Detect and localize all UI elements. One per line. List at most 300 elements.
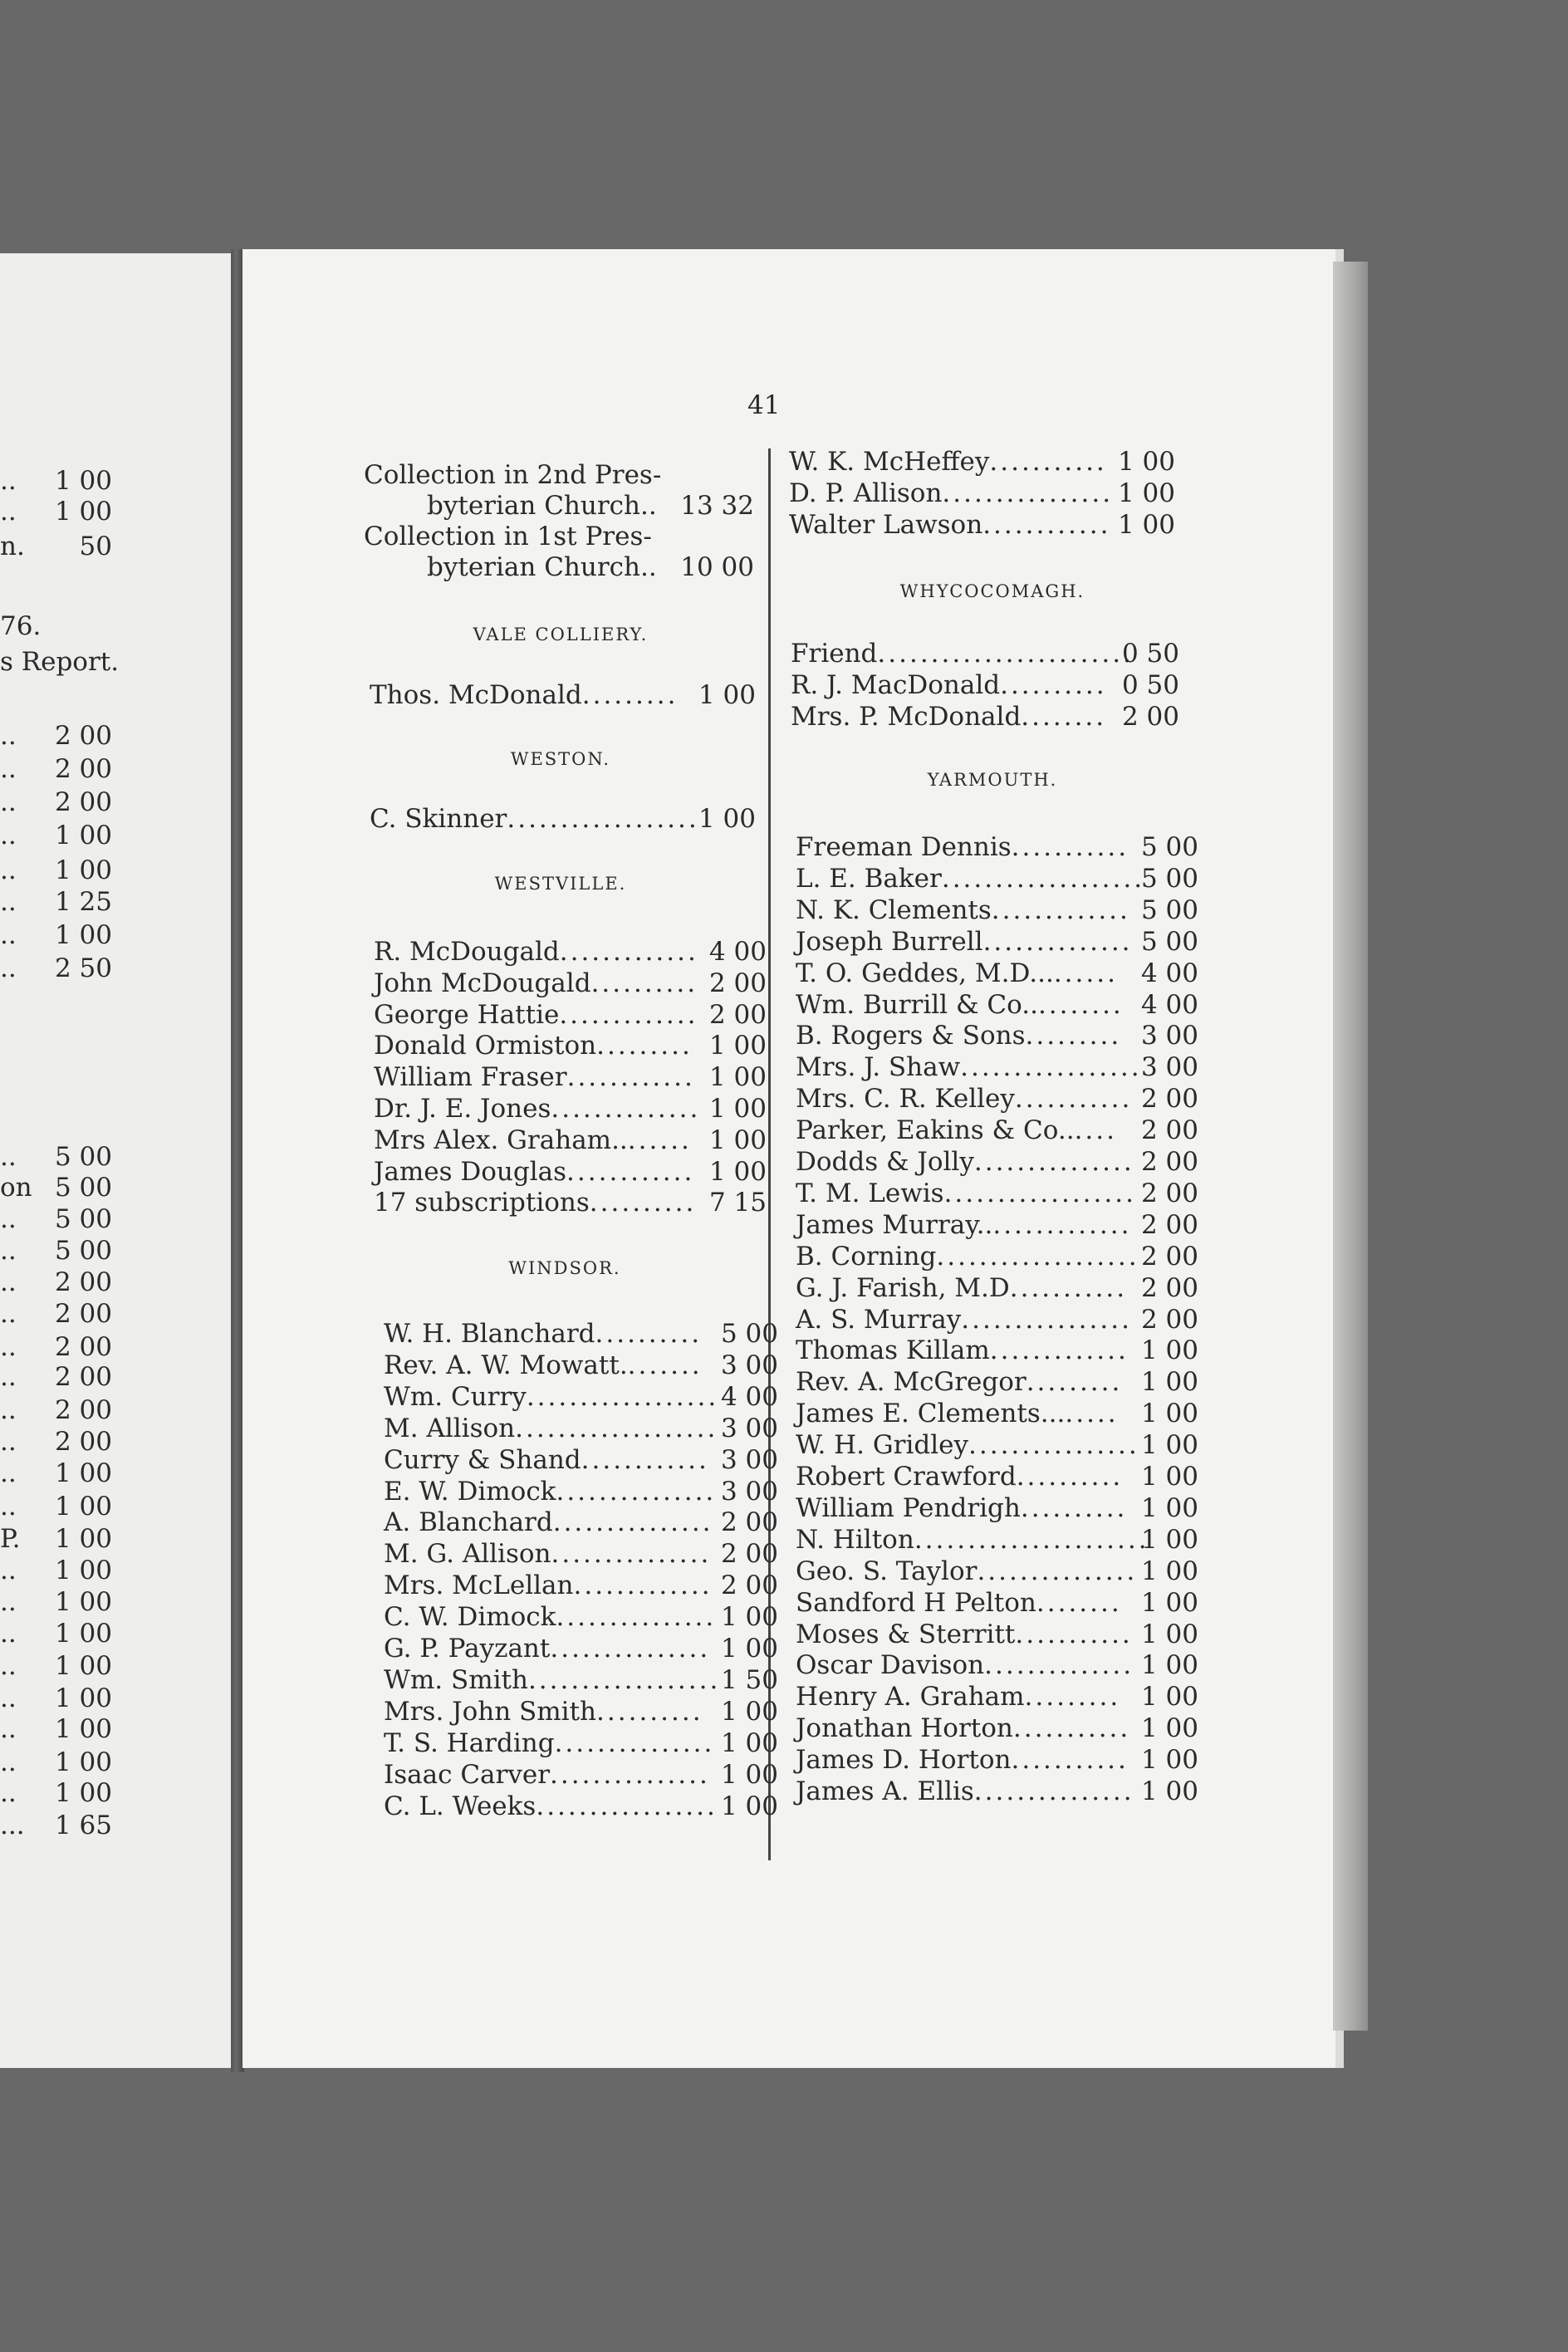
dot-leader: ......	[627, 1125, 692, 1155]
donation-amount: 1 00	[708, 1094, 767, 1124]
left-page-label: ..	[0, 1714, 17, 1744]
ledger-row	[374, 1062, 767, 1092]
collection-1st-line1: Collection in 1st Pres-	[364, 522, 652, 551]
left-page-amount: 1 25	[54, 887, 112, 917]
ledger-row	[796, 1115, 1198, 1145]
dot-leader: ............	[581, 1444, 709, 1475]
left-page-row	[0, 497, 112, 527]
left-page-fragment	[0, 253, 234, 2068]
donor-name: Joseph Burrell..............	[796, 926, 1133, 957]
donor-name: Parker, Eakins & Co......	[796, 1115, 1117, 1146]
donor-name: T. M. Lewis..................	[796, 1178, 1136, 1208]
dot-leader: .............	[989, 1335, 1129, 1366]
ledger-row	[796, 1588, 1198, 1618]
ledger-row	[374, 968, 767, 998]
left-page-row	[0, 1587, 112, 1617]
dot-leader: ............	[566, 1062, 695, 1093]
left-page-label: ..	[0, 920, 17, 950]
donation-amount: 3 00	[720, 1476, 778, 1507]
left-page-amount: 1 00	[54, 1619, 112, 1649]
dot-leader: ..........	[595, 1319, 703, 1349]
donor-name: D. P. Allison................	[789, 478, 1114, 508]
donor-name: Mrs. C. R. Kelley...........	[796, 1084, 1133, 1115]
ledger-row	[374, 1188, 767, 1218]
dot-leader: ................	[968, 1430, 1139, 1461]
ledger-row	[796, 1084, 1198, 1114]
left-page-row	[0, 611, 112, 641]
left-page-label: ..	[0, 855, 17, 885]
donation-amount: 1 00	[698, 804, 756, 834]
left-page-row	[0, 1204, 112, 1234]
donation-amount: 1 00	[1140, 1492, 1198, 1523]
ledger-row	[796, 1619, 1198, 1649]
ledger-row	[796, 864, 1198, 894]
dot-leader: ..............	[984, 1650, 1134, 1681]
donor-name: N. K. Clements.............	[796, 894, 1130, 925]
left-page-amount: 5 00	[54, 1204, 112, 1234]
left-page-amount: 1 00	[54, 1778, 112, 1808]
ledger-row	[384, 1791, 778, 1821]
ledger-row	[796, 1493, 1198, 1523]
donation-amount: 2 00	[720, 1539, 778, 1570]
dot-leader: .............	[573, 1570, 713, 1601]
donor-name: R. J. MacDonald..........	[791, 670, 1107, 700]
dot-leader: ...........	[1009, 1272, 1128, 1303]
ledger-row	[791, 670, 1179, 700]
donation-amount: 0 50	[1121, 670, 1179, 700]
donation-amount: 5 00	[1140, 863, 1198, 894]
donation-amount: 5 00	[1140, 926, 1198, 957]
left-page-row	[0, 953, 112, 983]
left-page-row	[0, 1556, 112, 1585]
left-page-label: ..	[0, 497, 17, 527]
collection-1st-amount: 10 00	[680, 552, 754, 582]
ledger-row	[796, 1242, 1198, 1272]
donor-name: Thos. McDonald.........	[370, 680, 679, 710]
donation-amount: 0 50	[1121, 639, 1179, 669]
heading-weston: WESTON.	[510, 749, 611, 769]
donor-name: Thomas Killam.............	[796, 1335, 1129, 1366]
ledger-row	[374, 1094, 767, 1124]
dot-leader: ...............	[556, 1602, 717, 1633]
ledger-row	[796, 1399, 1198, 1428]
ledger-row	[791, 702, 1179, 732]
donor-name: M. Allison...................	[384, 1413, 718, 1443]
dot-leader: ........	[1037, 989, 1124, 1020]
donation-amount: 1 00	[1140, 1524, 1198, 1555]
donor-name: R. McDougald.............	[374, 937, 698, 967]
left-page-amount: 1 00	[54, 1524, 112, 1554]
ledger-row	[796, 927, 1198, 957]
donor-name: N. Hilton......................	[796, 1524, 1149, 1555]
left-page-amount: 1 00	[54, 1747, 112, 1777]
donor-name: Moses & Sterritt...........	[796, 1619, 1133, 1649]
donor-name: Freeman Dennis...........	[796, 832, 1129, 862]
left-page-label: 76.	[0, 611, 42, 641]
left-page-label: ..	[0, 1619, 17, 1649]
donation-amount: 4 00	[1140, 989, 1198, 1020]
dot-leader: ...................	[936, 1241, 1139, 1272]
ledger-row	[796, 1367, 1198, 1397]
donor-name: W. H. Blanchard..........	[384, 1319, 703, 1349]
donor-name: B. Rogers & Sons.........	[796, 1021, 1122, 1051]
donor-name: Oscar Davison..............	[796, 1650, 1134, 1681]
ledger-row	[374, 1000, 767, 1030]
left-page-row	[0, 1458, 112, 1488]
donation-amount: 1 00	[1140, 1556, 1198, 1586]
donation-amount: 2 00	[720, 1507, 778, 1538]
left-page-row	[0, 1811, 112, 1840]
left-page-row	[0, 1714, 112, 1744]
ledger-row	[370, 804, 756, 834]
dot-leader: .............	[559, 937, 698, 967]
donor-name: Dodds & Jolly...............	[796, 1147, 1134, 1177]
dot-leader: .......	[627, 1350, 703, 1380]
donation-amount: 1 00	[720, 1696, 778, 1727]
ledger-row	[384, 1350, 778, 1380]
dot-leader: ...............	[550, 1759, 710, 1790]
ledger-row	[796, 1147, 1198, 1177]
donor-name: W. H. Gridley................	[796, 1430, 1139, 1461]
ledger-row	[384, 1507, 778, 1537]
donation-amount: 1 00	[1117, 447, 1175, 477]
dot-leader: ..........	[1000, 670, 1107, 700]
left-page-row	[0, 1683, 112, 1713]
donation-amount: 2 00	[708, 999, 767, 1030]
dot-leader: ............	[982, 510, 1111, 540]
dot-leader: .............	[559, 999, 698, 1030]
donor-name: W. K. McHeffey...........	[789, 447, 1107, 477]
ledger-row	[796, 1052, 1198, 1082]
dot-leader: ...........	[1015, 1619, 1133, 1649]
donor-name: G. P. Payzant...............	[384, 1634, 711, 1664]
dot-leader: ........	[1036, 1587, 1122, 1618]
donation-amount: 3 00	[720, 1444, 778, 1475]
left-page-label: ..	[0, 1651, 17, 1681]
left-page-label: on	[0, 1173, 32, 1203]
donation-amount: 1 00	[1140, 1682, 1198, 1713]
donation-amount: 5 00	[720, 1319, 778, 1349]
left-page-label: ..	[0, 1299, 17, 1329]
donation-amount: 1 00	[708, 1062, 767, 1093]
dot-leader: ................	[942, 478, 1114, 508]
donation-amount: 1 00	[1140, 1430, 1198, 1461]
dot-leader: .............	[991, 894, 1130, 925]
left-page-label: ..	[0, 787, 17, 817]
dot-leader: .....	[1065, 1399, 1119, 1429]
ledger-row	[796, 1021, 1198, 1051]
donation-amount: 2 00	[1140, 1084, 1198, 1115]
left-page-label: n.	[0, 532, 25, 561]
ledger-row	[384, 1477, 778, 1507]
ledger-row	[384, 1445, 778, 1475]
donation-amount: 5 00	[1140, 894, 1198, 925]
donation-amount: 1 00	[1140, 1713, 1198, 1744]
dot-leader: ...........	[989, 447, 1107, 477]
dot-leader: ...........	[1014, 1084, 1133, 1115]
left-page-label: ..	[0, 1458, 17, 1488]
ledger-row	[791, 639, 1179, 669]
left-page-label: ..	[0, 1747, 17, 1777]
left-page-label: ..	[0, 887, 17, 917]
dot-leader: ...............	[973, 1147, 1134, 1177]
dot-leader: ..........	[596, 1696, 703, 1727]
left-page-amount: 5 00	[54, 1142, 112, 1172]
donation-amount: 1 00	[720, 1634, 778, 1664]
donation-amount: 1 00	[720, 1791, 778, 1821]
ledger-row	[374, 1125, 767, 1155]
left-page-amount: 5 00	[54, 1236, 112, 1266]
left-page-label: ..	[0, 1332, 17, 1362]
left-page-row	[0, 920, 112, 950]
ledger-row	[796, 1556, 1198, 1586]
donor-name: T. S. Harding...............	[384, 1727, 715, 1758]
donation-amount: 4 00	[708, 937, 767, 967]
donor-name: James A. Ellis...............	[796, 1776, 1134, 1806]
dot-leader: ......	[1053, 958, 1118, 988]
donor-name: C. Skinner..................	[370, 804, 699, 834]
left-page-row	[0, 887, 112, 917]
donor-name: George Hattie.............	[374, 999, 698, 1030]
donor-name: Mrs. John Smith..........	[384, 1696, 703, 1727]
left-page-amount: 50	[79, 532, 112, 561]
ledger-row	[384, 1382, 778, 1412]
left-page-row	[0, 1299, 112, 1329]
left-page-row	[0, 1395, 112, 1425]
left-page-row	[0, 754, 112, 784]
ledger-row	[374, 937, 767, 967]
donation-amount: 1 00	[708, 1156, 767, 1187]
donor-name: C. L. Weeks.................	[384, 1791, 718, 1821]
dot-leader: ...........	[1011, 1745, 1129, 1776]
left-page-label: ..	[0, 721, 17, 751]
left-page-label: ...	[0, 1811, 25, 1840]
donation-amount: 1 00	[1117, 478, 1175, 508]
left-page-row	[0, 855, 112, 885]
dot-leader: ...............	[552, 1507, 713, 1538]
donor-name: Isaac Carver...............	[384, 1759, 710, 1790]
left-page-amount: 1 00	[54, 920, 112, 950]
donation-amount: 2 00	[1140, 1272, 1198, 1303]
heading-vale-colliery: VALE COLLIERY.	[473, 625, 649, 644]
ledger-row	[796, 1273, 1198, 1303]
dot-leader: ..........	[1020, 1492, 1128, 1523]
ledger-row	[796, 958, 1198, 988]
donation-amount: 7 15	[708, 1188, 767, 1218]
donor-name: Rev. A. McGregor.........	[796, 1367, 1123, 1398]
donation-amount: 1 00	[1117, 510, 1175, 540]
left-page-row	[0, 1747, 112, 1777]
left-page-label: ..	[0, 1395, 17, 1425]
ledger-row	[384, 1634, 778, 1664]
left-page-row	[0, 1492, 112, 1521]
left-page-amount: 1 00	[54, 1587, 112, 1617]
donor-name: Geo. S. Taylor...............	[796, 1556, 1138, 1586]
left-page-amount: 2 00	[54, 787, 112, 817]
donor-name: Donald Ormiston.........	[374, 1031, 693, 1061]
ledger-row	[384, 1760, 778, 1790]
left-page-label: ..	[0, 466, 17, 496]
collection-2nd-line2: byterian Church..	[427, 491, 657, 521]
donation-amount: 1 00	[1140, 1745, 1198, 1776]
collection-2nd-row	[364, 491, 754, 521]
left-page-row	[0, 647, 120, 677]
left-page-amount: 1 00	[54, 466, 112, 496]
donor-name: A. S. Murray................	[796, 1304, 1132, 1335]
heading-whycocomagh: WHYCOCOMAGH.	[899, 581, 1085, 601]
left-page-label: ..	[0, 953, 17, 983]
left-page-label: ..	[0, 1427, 17, 1457]
donor-name: A. Blanchard...............	[384, 1507, 713, 1538]
donor-name: T. O. Geddes, M.D.........	[796, 958, 1118, 988]
dot-leader: ............	[566, 1156, 695, 1187]
left-page-row	[0, 1173, 112, 1203]
dot-leader: ...............	[977, 1556, 1138, 1586]
donation-amount: 2 00	[1140, 1304, 1198, 1335]
donor-name: Mrs. McLellan.............	[384, 1570, 713, 1601]
donation-amount: 1 00	[708, 1125, 767, 1155]
ledger-row	[796, 1713, 1198, 1743]
donor-name: John McDougald..........	[374, 968, 698, 998]
donor-name: G. J. Farish, M.D...........	[796, 1272, 1128, 1303]
ledger-row	[374, 1157, 767, 1187]
donor-name: Mrs. P. McDonald........	[791, 702, 1107, 732]
ledger-row	[796, 895, 1198, 925]
donor-name: B. Corning...................	[796, 1241, 1139, 1272]
left-page-amount: 1 00	[54, 1683, 112, 1713]
donor-name: William Pendrigh..........	[796, 1492, 1128, 1523]
left-page-amount: 1 00	[54, 1556, 112, 1585]
left-page-label: ..	[0, 1362, 17, 1392]
left-page-row	[0, 721, 112, 751]
donation-amount: 1 00	[720, 1602, 778, 1633]
donation-amount: 1 00	[1140, 1462, 1198, 1492]
dot-leader: ..................	[507, 804, 699, 834]
collection-2nd-line1: Collection in 2nd Pres-	[364, 460, 662, 490]
dot-leader: ...............	[550, 1634, 711, 1664]
donor-name: Wm. Curry..................	[384, 1381, 719, 1412]
donor-name: James Douglas............	[374, 1156, 695, 1187]
left-page-label: ..	[0, 1587, 17, 1617]
donor-name: Wm. Burrill & Co..........	[796, 989, 1124, 1020]
donor-name: L. E. Baker...................	[796, 863, 1145, 894]
left-page-label: s Report.	[0, 647, 120, 677]
dot-leader: ...................	[941, 863, 1145, 894]
left-page-row	[0, 1267, 112, 1297]
left-page-label: ..	[0, 1267, 17, 1297]
left-page-amount: 2 00	[54, 1395, 112, 1425]
donation-amount: 3 00	[1140, 1021, 1198, 1051]
ledger-row	[796, 990, 1198, 1020]
donor-name: C. W. Dimock...............	[384, 1602, 717, 1633]
left-page-amount: 2 00	[54, 1362, 112, 1392]
ledger-row	[370, 680, 756, 710]
dot-leader: ..................	[527, 1664, 721, 1695]
ledger-row	[374, 1031, 767, 1061]
donation-amount: 2 00	[1140, 1147, 1198, 1177]
left-page-label: ..	[0, 821, 17, 850]
dot-leader: ..........	[590, 968, 698, 998]
dot-leader: ................	[961, 1304, 1132, 1335]
donation-amount: 2 00	[1140, 1241, 1198, 1272]
ledger-row	[384, 1570, 778, 1600]
dot-leader: .............	[992, 1209, 1132, 1240]
donor-name: Dr. J. E. Jones..............	[374, 1094, 701, 1124]
dot-leader: ...............	[551, 1539, 712, 1570]
left-page-row	[0, 1651, 112, 1681]
donation-amount: 2 00	[708, 968, 767, 998]
left-page-amount: 2 00	[54, 1427, 112, 1457]
donor-name: James E. Clements........	[796, 1399, 1119, 1429]
ledger-row	[384, 1319, 778, 1349]
donor-name: Walter Lawson............	[789, 510, 1111, 540]
left-page-amount: 1 00	[54, 1714, 112, 1744]
ledger-row	[796, 1525, 1198, 1555]
donor-name: M. G. Allison...............	[384, 1539, 712, 1570]
dot-leader: ..........	[589, 1188, 697, 1218]
left-page-row	[0, 787, 112, 817]
dot-leader: ...........	[1011, 832, 1129, 862]
donation-amount: 2 00	[1121, 702, 1179, 732]
left-page-row	[0, 1142, 112, 1172]
donor-name: Mrs Alex. Graham........	[374, 1125, 692, 1155]
page-edge	[1333, 262, 1368, 2031]
left-page-label: ..	[0, 1236, 17, 1266]
ledger-row	[796, 1178, 1198, 1208]
donor-name: Henry A. Graham.........	[796, 1682, 1121, 1713]
dot-leader: ..............	[982, 926, 1133, 957]
ledger-row	[789, 478, 1175, 508]
left-page-row	[0, 1427, 112, 1457]
heading-yarmouth: YARMOUTH.	[927, 770, 1058, 790]
ledger-row	[384, 1602, 778, 1632]
left-page-label: ..	[0, 1492, 17, 1521]
ledger-row	[796, 1776, 1198, 1806]
donation-amount: 1 00	[698, 680, 756, 710]
left-page-row	[0, 1524, 112, 1554]
ledger-row	[796, 1462, 1198, 1492]
heading-westville: WESTVILLE.	[494, 874, 627, 894]
dot-leader: ..............	[551, 1094, 701, 1124]
donation-amount: 2 00	[1140, 1209, 1198, 1240]
donation-amount: 1 00	[1140, 1587, 1198, 1618]
left-page-amount: 2 00	[54, 1299, 112, 1329]
donor-name: E. W. Dimock...............	[384, 1476, 717, 1507]
left-page-label: ..	[0, 1142, 17, 1172]
donation-amount: 1 00	[720, 1727, 778, 1758]
ledger-row	[384, 1414, 778, 1443]
left-page-label: ..	[0, 1683, 17, 1713]
ledger-row	[796, 1305, 1198, 1335]
ledger-row	[789, 447, 1175, 477]
left-page-amount: 1 00	[54, 497, 112, 527]
left-page-amount: 1 00	[54, 855, 112, 885]
donation-amount: 1 00	[1140, 1367, 1198, 1398]
donation-amount: 2 00	[1140, 1115, 1198, 1146]
ledger-row	[796, 1335, 1198, 1365]
left-page-row	[0, 821, 112, 850]
donor-name: Rev. A. W. Mowatt........	[384, 1350, 703, 1380]
dot-leader: ........	[1021, 702, 1107, 732]
ledger-row	[384, 1697, 778, 1727]
dot-leader: ........................	[877, 639, 1134, 669]
ledger-row	[384, 1665, 778, 1695]
dot-leader: ...............	[556, 1476, 717, 1507]
left-page-amount: 1 00	[54, 821, 112, 850]
left-page-label: ..	[0, 1204, 17, 1234]
donation-amount: 1 00	[1140, 1650, 1198, 1681]
dot-leader: .................	[960, 1052, 1142, 1083]
